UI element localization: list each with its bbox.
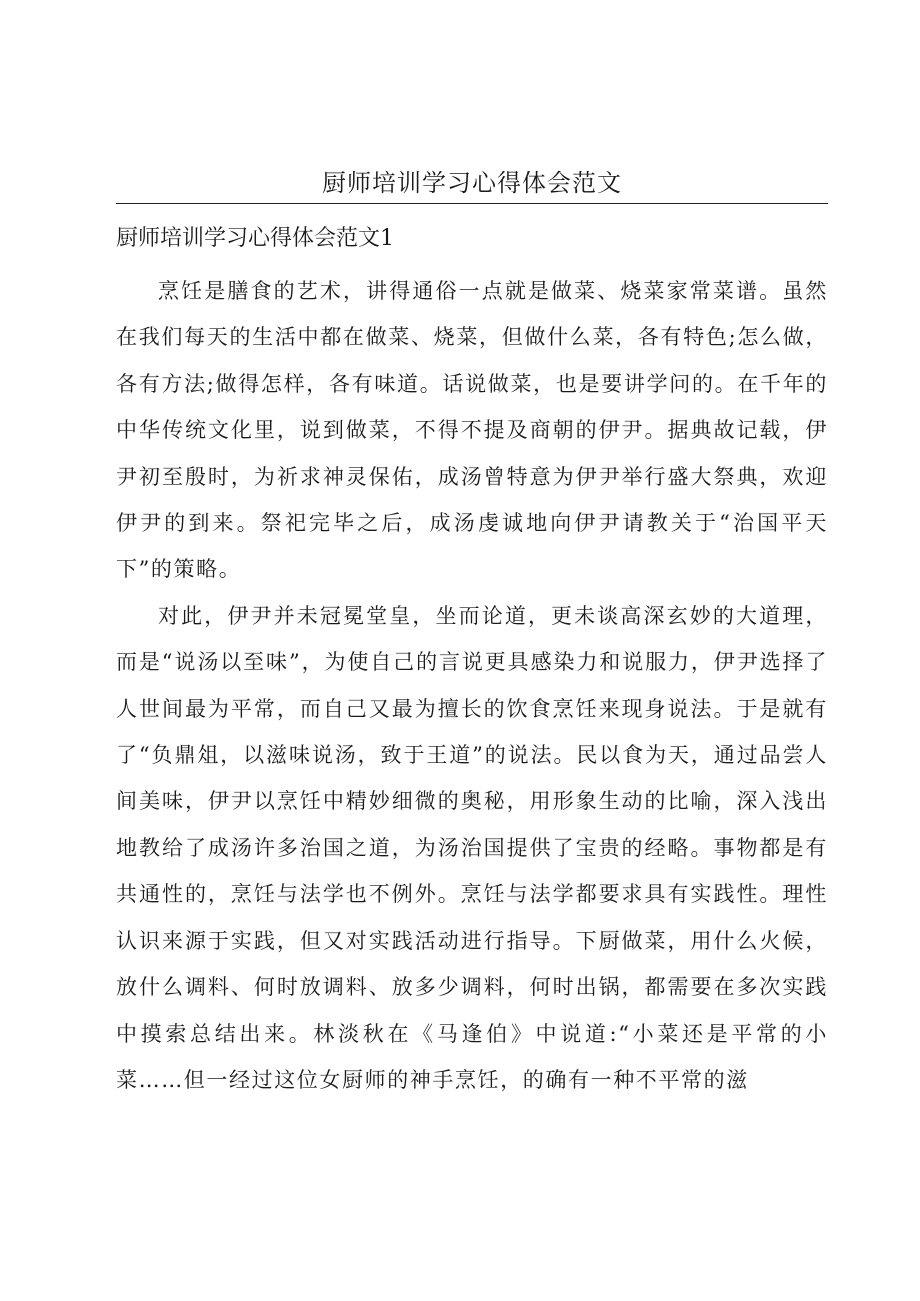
- section-heading: 厨师培训学习心得体会范文1: [116, 226, 394, 251]
- paragraph-2: 对此，伊尹并未冠冕堂皇，坐而论道，更未谈高深玄妙的大道理，而是“说汤以至味”，为使自己的言说更具感染力和说服力，伊尹选择了人世间最为平常，而自己又最为擅长的饮食烹饪来现身说法。于是就有了“负鼎俎，以滋味说汤，致于王道”的说法。民以食为天，通过品尝人间美味，伊尹以烹饪中精妙细微的奥秘，用形象生动的比喻，深入浅出地教给了成汤许多治国之道，为汤治国提供了宝贵的经略。事物都是有共通性的，烹饪与法学也不例外。烹饪与法学都要求具有实践性。理性认识来源于实践，但又对实践活动进行指导。下厨做菜，用什么火候，放什么调料、何时放调料、放多少调料，何时出锅，都需要在多次实践中摸索总结出来。林淡秋在《马逢伯》中说道:“小菜还是平常的小菜……但一经过这位女厨师的神手烹饪，的确有一种不平常的滋: [116, 603, 828, 1092]
- body-text: [116, 268, 828, 1103]
- title-underline: [116, 203, 828, 204]
- paragraph-1: 烹饪是膳食的艺术，讲得通俗一点就是做菜、烧菜家常菜谱。虽然在我们每天的生活中都在做菜、烧菜，但做什么菜，各有特色;怎么做，各有方法;做得怎样，各有味道。话说做菜，也是要讲学问的。在千年的中华传统文化里，说到做菜，不得不提及商朝的伊尹。据典故记载，伊尹初至殷时，为祈求神灵保佑，成汤曾特意为伊尹举行盛大祭典，欢迎伊尹的到来。祭祀完毕之后，成汤虔诚地向伊尹请教关于“治国平天下”的策略。: [116, 279, 828, 582]
- document-title: 厨师培训学习心得体会范文: [322, 169, 622, 197]
